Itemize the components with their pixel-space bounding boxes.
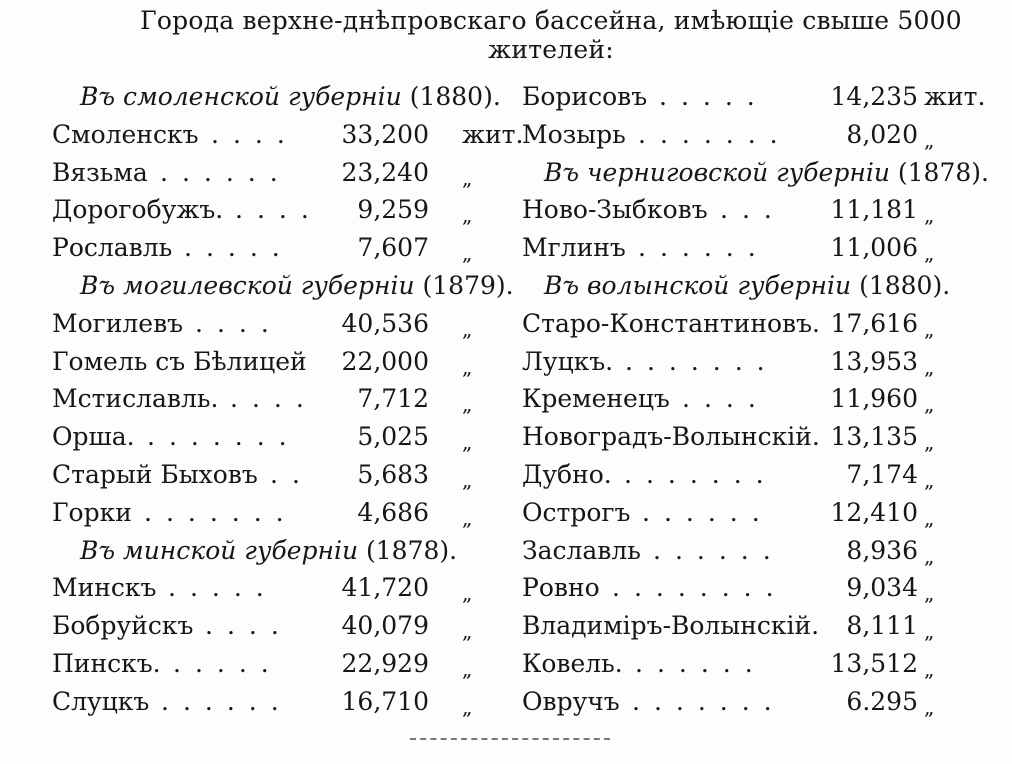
- city-name: Горки: [52, 497, 132, 527]
- population-value: 6.295: [846, 686, 918, 716]
- city-name: Острогъ: [522, 497, 631, 527]
- city-row: [52, 116, 524, 154]
- city-row: [52, 683, 497, 721]
- leader-dots: ....: [682, 384, 770, 414]
- city-name: Смоленскъ: [52, 119, 199, 149]
- population-value: 17,616: [830, 308, 918, 338]
- leader-dots: .....: [173, 648, 283, 678]
- city-name: Слуцкъ: [52, 686, 150, 716]
- province-label: Въ волынской губерніи: [544, 270, 860, 300]
- city-name: Ровно: [522, 573, 600, 603]
- population-value: 23,240: [341, 157, 429, 187]
- unit-label: „: [462, 619, 473, 644]
- leader-dots: .......: [632, 686, 786, 716]
- unit-label: „: [462, 392, 473, 417]
- city-name: Ковель.: [522, 648, 623, 678]
- city-name: Бобруйскъ: [52, 611, 194, 641]
- province-year: (1879).: [422, 270, 514, 300]
- city-name: Орша.: [52, 422, 135, 452]
- leader-dots: ......: [638, 233, 770, 263]
- unit-label: „: [924, 392, 935, 417]
- leader-dots: .....: [659, 82, 769, 111]
- population-value: 16,710: [341, 686, 429, 716]
- city-name: Гомель съ Бѣлицей: [52, 346, 307, 376]
- city-row: [522, 683, 962, 721]
- city-name: Овручъ: [522, 686, 620, 716]
- city-name: Дубно.: [522, 459, 612, 489]
- city-row: [522, 532, 962, 570]
- population-value: 9,034: [846, 573, 918, 603]
- city-name: Луцкъ.: [522, 346, 614, 376]
- city-row: [52, 380, 497, 418]
- leader-dots: .....: [184, 233, 294, 263]
- city-name: Минскъ: [52, 573, 157, 603]
- leader-dots: ....: [205, 611, 293, 641]
- population-value: 12,410: [830, 497, 918, 527]
- leader-dots: .......: [147, 422, 301, 452]
- unit-label: „: [462, 694, 473, 719]
- unit-label: „: [924, 505, 935, 530]
- population-value: 11,960: [830, 384, 918, 414]
- city-row: [52, 191, 497, 229]
- city-row: [52, 569, 497, 607]
- city-name: Новоградъ-Волынскій.: [522, 422, 820, 452]
- province-header: [52, 267, 514, 305]
- unit-label: „: [924, 694, 935, 719]
- leader-dots: ..: [270, 459, 314, 489]
- page-title: Города верхне-днѣпровскаго бассейна, имѣющіе свыше 5000 жителей:: [140, 6, 962, 64]
- province-header: [522, 154, 989, 192]
- province-year: (1878).: [897, 157, 989, 187]
- unit-label: „: [924, 430, 935, 455]
- city-row: [522, 494, 962, 532]
- city-name: Владиміръ-Волынскій.: [522, 611, 820, 641]
- unit-label: „: [462, 467, 473, 492]
- city-name: Заславль: [522, 535, 641, 565]
- city-row: [52, 494, 497, 532]
- city-name: Пинскъ.: [52, 648, 161, 678]
- right-column: [522, 78, 989, 721]
- city-row: [52, 418, 497, 456]
- leader-dots: ........: [612, 573, 788, 603]
- unit-label: „: [924, 581, 935, 606]
- leader-dots: ......: [653, 535, 785, 565]
- unit-label: „: [924, 354, 935, 379]
- city-name: Дорогобужъ.: [52, 195, 224, 225]
- unit-label: „: [924, 241, 935, 266]
- population-value: 8,111: [846, 611, 918, 641]
- city-row: [522, 343, 962, 381]
- unit-label: „: [462, 241, 473, 266]
- population-value: 13,135: [830, 422, 918, 452]
- leader-dots: ...: [720, 195, 786, 225]
- unit-label: „: [462, 581, 473, 606]
- city-row: [522, 116, 962, 154]
- population-value: 5,025: [357, 422, 429, 452]
- population-value: 8,936: [846, 535, 918, 565]
- province-label: Въ смоленской губерніи: [80, 82, 410, 111]
- city-row: [522, 191, 962, 229]
- population-value: 7,607: [357, 233, 429, 263]
- city-row: [522, 645, 962, 683]
- leader-dots: ......: [161, 686, 293, 716]
- unit-label: „: [924, 316, 935, 341]
- unit-label: „: [924, 619, 935, 644]
- city-row: [52, 154, 497, 192]
- city-name: Кременецъ: [522, 384, 670, 414]
- leader-dots: .....: [168, 573, 278, 603]
- city-name: Старо-Константиновъ.: [522, 308, 820, 338]
- unit-label: „: [462, 316, 473, 341]
- population-value: 7,712: [357, 384, 429, 414]
- city-row: [52, 343, 497, 381]
- leader-dots: .......: [144, 497, 298, 527]
- population-value: 8,020: [846, 119, 918, 149]
- city-row: [52, 229, 497, 267]
- unit-label: „: [924, 127, 935, 152]
- leader-dots: ....: [211, 119, 299, 149]
- unit-label: „: [462, 505, 473, 530]
- leader-dots: ....: [230, 384, 318, 414]
- population-value: 40,536: [341, 308, 429, 338]
- city-name: Старый Быховъ: [52, 459, 258, 489]
- city-name: Мозырь: [522, 119, 626, 149]
- leader-dots: .......: [624, 459, 778, 489]
- city-row: [522, 229, 962, 267]
- unit-label: „: [462, 656, 473, 681]
- city-row: [522, 418, 962, 456]
- population-value: 22,929: [341, 648, 429, 678]
- city-row: [522, 78, 986, 116]
- leader-dots: ....: [235, 195, 323, 225]
- province-year: (1880).: [859, 270, 951, 300]
- unit-label: „: [462, 203, 473, 228]
- population-value: 11,006: [830, 233, 918, 263]
- city-name: Рославль: [52, 233, 173, 263]
- unit-label: „: [924, 656, 935, 681]
- city-row: [52, 456, 497, 494]
- city-name: Ново-Зыбковъ: [522, 195, 708, 225]
- population-value: 4,686: [357, 497, 429, 527]
- left-column: [52, 78, 524, 721]
- city-name: Мстиславль.: [52, 384, 219, 414]
- province-header: [522, 267, 962, 305]
- leader-dots: ......: [642, 497, 774, 527]
- population-value: 14,235: [830, 82, 918, 111]
- unit-label: жит.: [924, 82, 986, 111]
- city-name: Борисовъ: [522, 82, 648, 111]
- leader-dots: ......: [635, 648, 767, 678]
- city-row: [522, 456, 962, 494]
- footer-rule: [410, 738, 610, 742]
- unit-label: „: [924, 543, 935, 568]
- province-year: (1878).: [366, 535, 458, 565]
- city-row: [52, 607, 497, 645]
- population-value: 41,720: [341, 573, 429, 603]
- population-value: 22,000: [341, 346, 429, 376]
- population-value: 13,512: [830, 648, 918, 678]
- province-header: [52, 78, 501, 116]
- province-label: Въ могилевской губерніи: [80, 270, 423, 300]
- unit-label: жит.: [462, 119, 524, 149]
- population-value: 33,200: [341, 119, 429, 149]
- population-value: 5,683: [357, 459, 429, 489]
- leader-dots: .......: [638, 119, 792, 149]
- city-row: [52, 645, 497, 683]
- leader-dots: ....: [195, 308, 283, 338]
- population-value: 7,174: [846, 459, 918, 489]
- leader-dots: .......: [625, 346, 779, 376]
- province-year: (1880).: [409, 82, 501, 111]
- city-row: [522, 380, 962, 418]
- province-header: [52, 532, 497, 570]
- population-value: 11,181: [830, 195, 918, 225]
- province-label: Въ минской губерніи: [80, 535, 367, 565]
- city-name: Мглинъ: [522, 233, 626, 263]
- province-label: Въ черниговской губерніи: [544, 157, 898, 187]
- population-value: 9,259: [357, 195, 429, 225]
- unit-label: „: [924, 203, 935, 228]
- leader-dots: ......: [160, 157, 292, 187]
- unit-label: „: [462, 165, 473, 190]
- city-row: [522, 569, 962, 607]
- unit-label: „: [462, 354, 473, 379]
- city-name: Могилевъ: [52, 308, 184, 338]
- city-name: Вязьма: [52, 157, 148, 187]
- population-value: 40,079: [341, 611, 429, 641]
- city-row: [52, 305, 497, 343]
- city-row: [522, 305, 962, 343]
- population-value: 13,953: [830, 346, 918, 376]
- unit-label: „: [462, 430, 473, 455]
- city-row: [522, 607, 962, 645]
- unit-label: „: [924, 467, 935, 492]
